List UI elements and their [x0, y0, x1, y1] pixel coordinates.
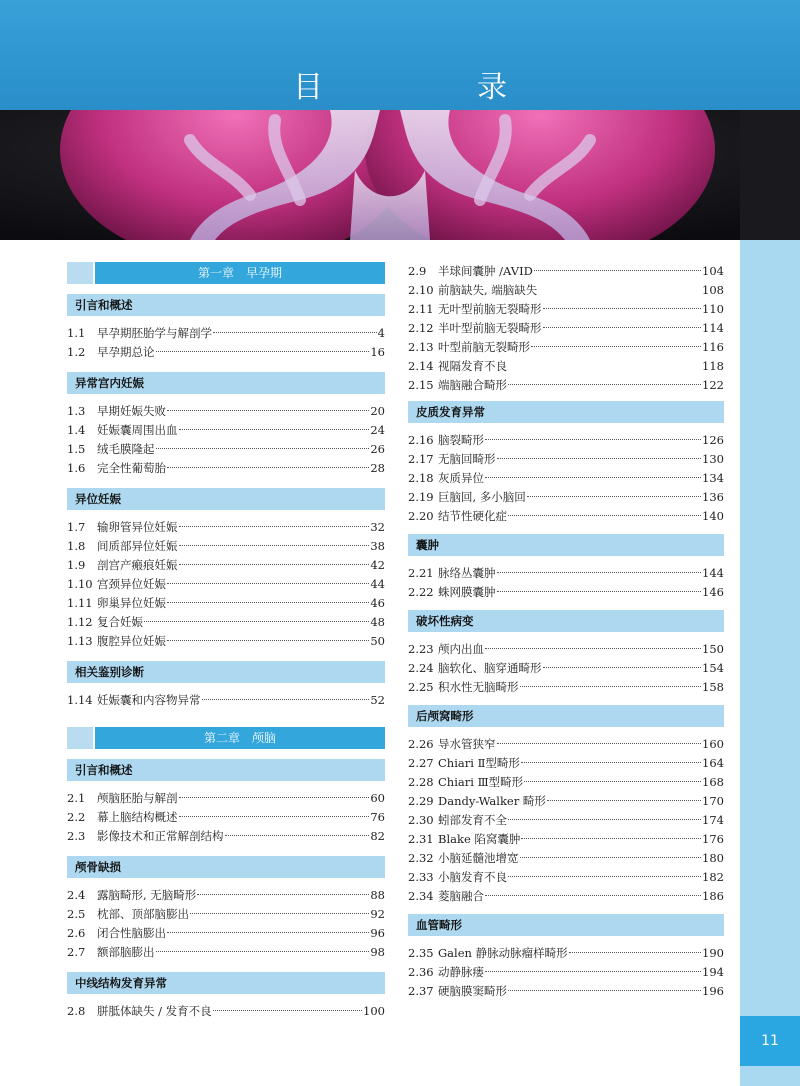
toc-entry[interactable]: 1.2 早孕期总论 16 [67, 345, 385, 359]
toc-section [408, 534, 724, 602]
section-heading: 皮质发育异常 [408, 401, 724, 423]
toc-entry[interactable]: 2.16 脑裂畸形 126 [408, 433, 724, 447]
toc-entry[interactable]: 1.10 宫颈异位妊娠 44 [67, 577, 385, 591]
toc-entry[interactable]: 1.6 完全性葡萄胎 28 [67, 461, 385, 475]
toc-entry[interactable]: 1.7 输卵管异位妊娠 32 [67, 520, 385, 534]
toc-entry[interactable]: 2.6 闭合性脑膨出 96 [67, 926, 385, 940]
toc-entry[interactable]: 2.28 Chiari Ⅲ型畸形 168 [408, 775, 724, 789]
section-heading: 颅骨缺损 [67, 856, 385, 878]
chapter-tab [67, 262, 93, 284]
section-heading: 中线结构发育异常 [67, 972, 385, 994]
toc-section [408, 914, 724, 1001]
toc-left-column [67, 262, 385, 1031]
toc-entry[interactable]: 2.36 动静脉瘘 194 [408, 965, 724, 979]
toc-entry[interactable]: 2.37 硬脑膜窦畸形 196 [408, 984, 724, 998]
toc-entry[interactable]: 1.13 腹腔异位妊娠 50 [67, 634, 385, 648]
toc-section [67, 661, 385, 710]
toc-entry[interactable]: 2.8 胼胝体缺失 / 发育不良 100 [67, 1004, 385, 1018]
toc-entry[interactable]: 2.17 无脑回畸形 130 [408, 452, 724, 466]
toc-section [67, 856, 385, 962]
toc-entry[interactable]: 1.3 早期妊娠失败 20 [67, 404, 385, 418]
page-number: 11 [740, 1016, 800, 1066]
sidebar-top-dark [740, 110, 800, 240]
toc-entry[interactable]: 2.13 叶型前脑无裂畸形 116 [408, 340, 724, 354]
toc-entry[interactable]: 1.8 间质部异位妊娠 38 [67, 539, 385, 553]
toc-entry[interactable]: 2.1 颅脑胚胎与解剖 60 [67, 791, 385, 805]
section-heading: 异位妊娠 [67, 488, 385, 510]
toc-entry[interactable]: 2.34 菱脑融合 186 [408, 889, 724, 903]
section-heading: 破坏性病变 [408, 610, 724, 632]
chapter-heading [67, 262, 385, 284]
toc-entry[interactable]: 1.5 绒毛膜隆起 26 [67, 442, 385, 456]
section-heading: 引言和概述 [67, 759, 385, 781]
toc-entry[interactable]: 2.4 露脑畸形, 无脑畸形 88 [67, 888, 385, 902]
toc-section [408, 401, 724, 526]
toc-entry[interactable]: 2.14 视隔发育不良 118 [408, 359, 724, 373]
toc-entry[interactable]: 2.24 脑软化、脑穿通畸形 154 [408, 661, 724, 675]
toc-continued-entries [408, 262, 724, 395]
toc-entry[interactable]: 1.9 剖宫产瘢痕妊娠 42 [67, 558, 385, 572]
toc-entry[interactable]: 2.2 幕上脑结构概述 76 [67, 810, 385, 824]
toc-entry[interactable]: 2.19 巨脑回, 多小脑回 136 [408, 490, 724, 504]
brain-illustration [0, 110, 740, 240]
toc-entry[interactable]: 2.21 脉络丛囊肿 144 [408, 566, 724, 580]
toc-entry[interactable]: 2.26 导水管狭窄 160 [408, 737, 724, 751]
toc-entry[interactable]: 2.31 Blake 陷窝囊肿 176 [408, 832, 724, 846]
chapter-title: 第一章 早孕期 [95, 262, 385, 284]
toc-entry[interactable]: 2.15 端脑融合畸形 122 [408, 378, 724, 392]
toc-entry[interactable]: 2.29 Dandy-Walker 畸形 170 [408, 794, 724, 808]
toc-entry[interactable]: 2.11 无叶型前脑无裂畸形 110 [408, 302, 724, 316]
toc-entry[interactable]: 1.12 复合妊娠 48 [67, 615, 385, 629]
toc-section [67, 759, 385, 846]
toc-section [408, 705, 724, 906]
toc-entry[interactable]: 1.11 卵巢异位妊娠 46 [67, 596, 385, 610]
toc-section [67, 488, 385, 651]
toc-right-column [408, 262, 724, 1009]
toc-section [408, 610, 724, 697]
toc-entry[interactable]: 2.23 颅内出血 150 [408, 642, 724, 656]
chapter-title: 第二章 颅脑 [95, 727, 385, 749]
section-heading: 囊肿 [408, 534, 724, 556]
right-sidebar [740, 240, 800, 1086]
brain-banner-image [0, 110, 740, 240]
toc-entry[interactable]: 2.33 小脑发育不良 182 [408, 870, 724, 884]
toc-entry[interactable]: 2.32 小脑延髓池增宽 180 [408, 851, 724, 865]
toc-entry[interactable]: 2.20 结节性硬化症 140 [408, 509, 724, 523]
toc-entry[interactable]: 2.10 前脑缺失, 端脑缺失 108 [408, 283, 724, 297]
chapter-tab [67, 727, 93, 749]
page-title: 目 录 [293, 70, 569, 105]
toc-entry[interactable]: 2.35 Galen 静脉动脉瘤样畸形 190 [408, 946, 724, 960]
toc-entry[interactable]: 2.27 Chiari Ⅱ型畸形 164 [408, 756, 724, 770]
toc-entry[interactable]: 1.4 妊娠囊周围出血 24 [67, 423, 385, 437]
toc-section [67, 294, 385, 362]
toc-entry[interactable]: 2.25 积水性无脑畸形 158 [408, 680, 724, 694]
toc-section [67, 372, 385, 478]
chapter-heading [67, 727, 385, 749]
toc-entry[interactable]: 2.18 灰质异位 134 [408, 471, 724, 485]
toc-entry[interactable]: 2.22 蛛网膜囊肿 146 [408, 585, 724, 599]
toc-entry[interactable]: 2.30 蚓部发育不全 174 [408, 813, 724, 827]
toc-entry[interactable]: 2.9 半球间囊肿 /AVID 104 [408, 264, 724, 278]
toc-entry[interactable]: 2.12 半叶型前脑无裂畸形 114 [408, 321, 724, 335]
toc-entry[interactable]: 2.7 额部脑膨出 98 [67, 945, 385, 959]
toc-entry[interactable]: 2.5 枕部、顶部脑膨出 92 [67, 907, 385, 921]
toc-entry[interactable]: 1.14 妊娠囊和内容物异常 52 [67, 693, 385, 707]
section-heading: 相关鉴别诊断 [67, 661, 385, 683]
section-heading: 异常宫内妊娠 [67, 372, 385, 394]
toc-entry[interactable]: 1.1 早孕期胚胎学与解剖学 4 [67, 326, 385, 340]
section-heading: 血管畸形 [408, 914, 724, 936]
section-heading: 后颅窝畸形 [408, 705, 724, 727]
section-heading: 引言和概述 [67, 294, 385, 316]
header-bar [0, 0, 800, 110]
toc-section [67, 972, 385, 1021]
toc-entry[interactable]: 2.3 影像技术和正常解剖结构 82 [67, 829, 385, 843]
